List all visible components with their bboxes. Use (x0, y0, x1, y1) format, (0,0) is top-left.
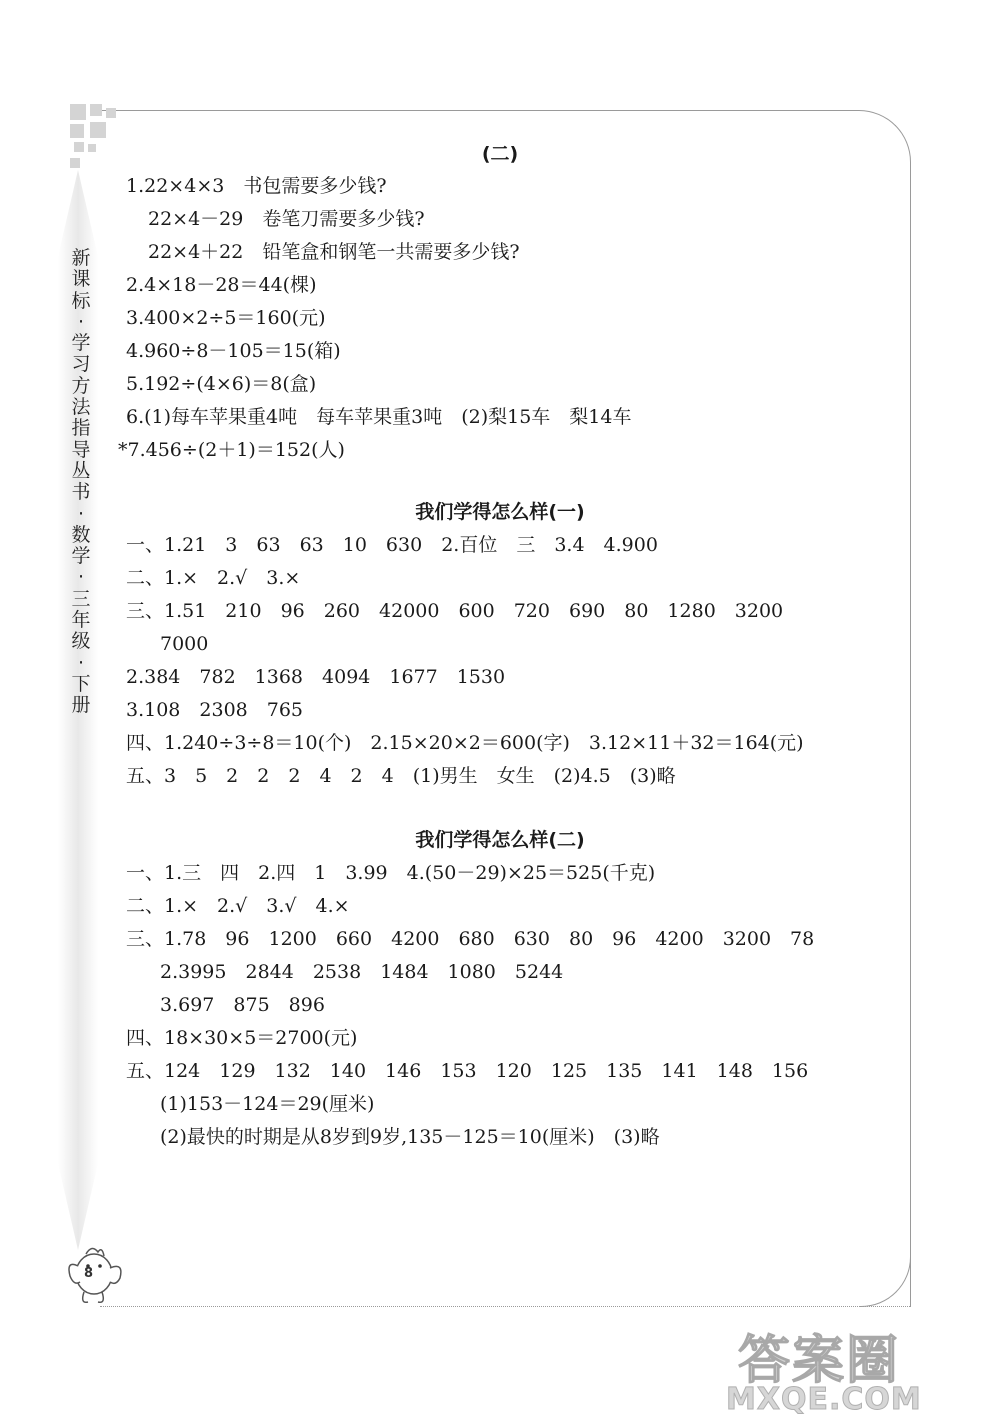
page-number: 8 (84, 1266, 94, 1281)
vertical-title-char: · (77, 310, 85, 333)
vertical-title-char: 数 (71, 523, 91, 546)
watermark-top-text: 答案圈 (738, 1331, 901, 1391)
vertical-title-char: · (77, 502, 85, 525)
answer-line: 2.4×18－28＝44(棵) (126, 274, 317, 296)
answer-line: (1)153－124＝29(厘米) (160, 1093, 375, 1115)
vertical-book-title (68, 248, 94, 717)
watermark-logo (720, 1318, 990, 1422)
answer-line: 五、124 129 132 140 146 153 120 125 135 141 148 156 (126, 1060, 809, 1082)
section-heading: 我们学得怎么样(一) (415, 501, 585, 523)
answer-line: 四、1.240÷3÷8＝10(个) 2.15×20×2＝600(字) 3.12×11＋32＝164(元) (126, 732, 804, 754)
bird-mascot-icon (62, 1240, 132, 1312)
answer-line: 22×4－29 卷笔刀需要多少钱? (148, 208, 425, 230)
frame-bottom-border (100, 1306, 910, 1308)
answer-line: 五、3 5 2 2 2 4 2 4 (1)男生 女生 (2)4.5 (3)略 (126, 765, 676, 787)
answer-line: 2.3995 2844 2538 1484 1080 5244 (160, 961, 564, 983)
vertical-title-char: · (77, 566, 85, 589)
answer-line: 三、1.51 210 96 260 42000 600 720 690 80 1280 3200 (126, 600, 784, 622)
vertical-title-char: 习 (71, 353, 91, 376)
section-heading: 我们学得怎么样(二) (415, 829, 585, 851)
answer-line: 二、1.× 2.√ 3.√ 4.× (126, 895, 350, 917)
vertical-title-char: 方 (71, 374, 91, 397)
vertical-title-char: 指 (71, 417, 91, 440)
answer-line: 一、1.21 3 63 63 10 630 2.百位 三 3.4 4.900 (126, 534, 658, 556)
answer-line: 二、1.× 2.√ 3.× (126, 567, 301, 589)
vertical-title-char: 新 (71, 247, 91, 269)
vertical-title-char: 学 (71, 332, 91, 355)
vertical-title-char: 法 (71, 396, 91, 419)
answer-line: 5.192÷(4×6)＝8(盒) (126, 373, 317, 395)
answer-line: 3.400×2÷5＝160(元) (126, 307, 326, 329)
vertical-title-char: 课 (71, 268, 91, 291)
vertical-title-char: 三 (71, 587, 91, 610)
answer-line: 6.(1)每车苹果重4吨 每车苹果重3吨 (2)梨15车 梨14车 (126, 406, 632, 428)
answer-line: *7.456÷(2＋1)＝152(人) (118, 439, 345, 461)
watermark-bottom-text: MXQE.COM (726, 1382, 922, 1417)
vertical-title-char: 丛 (71, 459, 91, 482)
vertical-title-char: 书 (71, 481, 91, 504)
section-heading: (二) (481, 143, 519, 165)
vertical-title-char: 学 (71, 545, 91, 568)
answer-line: 4.960÷8－105＝15(箱) (126, 340, 341, 362)
vertical-title-char: 年 (71, 609, 91, 632)
answer-line: (2)最快的时期是从8岁到9岁,135－125＝10(厘米) (3)略 (160, 1126, 660, 1148)
answer-line: 7000 (160, 633, 209, 655)
vertical-title-char: · (77, 651, 85, 674)
vertical-title-char: 标 (71, 289, 91, 312)
vertical-title-char: 册 (71, 694, 91, 717)
vertical-title-char: 级 (71, 630, 91, 653)
answer-line: 一、1.三 四 2.四 1 3.99 4.(50－29)×25＝525(千克) (126, 862, 656, 884)
answer-line: 3.108 2308 765 (126, 699, 304, 721)
answer-line: 2.384 782 1368 4094 1677 1530 (126, 666, 506, 688)
vertical-title-char: 下 (71, 672, 91, 695)
answer-line: 四、18×30×5＝2700(元) (126, 1027, 358, 1049)
answer-line: 3.697 875 896 (160, 994, 325, 1016)
answer-line: 三、1.78 96 1200 660 4200 680 630 80 96 4200 3200 78 (126, 928, 815, 950)
answer-line: 1.22×4×3 书包需要多少钱? (126, 175, 387, 197)
answer-line: 22×4＋22 铅笔盒和钢笔一共需要多少钱? (148, 241, 520, 263)
vertical-title-char: 导 (71, 438, 91, 461)
